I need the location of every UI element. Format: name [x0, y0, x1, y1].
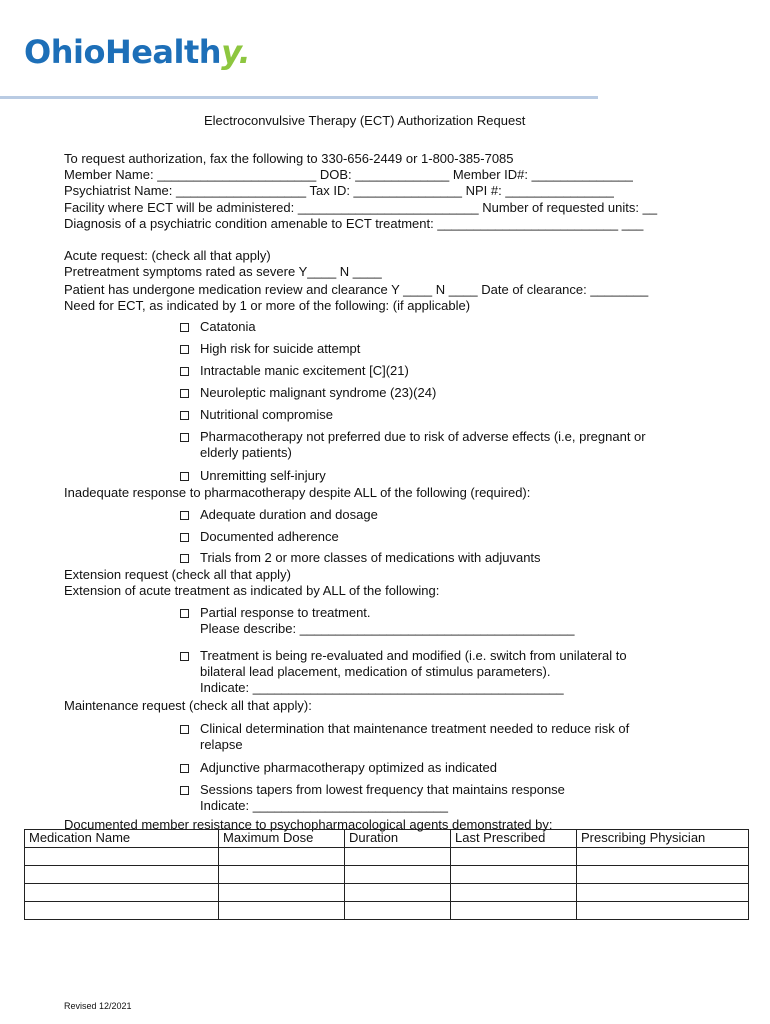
- checkbox-icon[interactable]: [180, 411, 189, 420]
- option-neuroleptic-syndrome[interactable]: Neuroleptic malignant syndrome (23)(24): [180, 385, 198, 401]
- option-catatonia[interactable]: Catatonia: [180, 319, 198, 335]
- table-cell[interactable]: [25, 866, 219, 884]
- option-session-tapers[interactable]: Sessions tapers from lowest frequency that maintains response Indicate: ___________________________: [180, 782, 198, 798]
- checkbox-icon[interactable]: [180, 511, 189, 520]
- table-row: [25, 866, 749, 884]
- table-cell[interactable]: [577, 866, 749, 884]
- medication-review-line[interactable]: Patient has undergone medication review and clearance Y ____ N ____ Date of clearance: ________: [64, 282, 649, 297]
- table-cell[interactable]: [451, 848, 577, 866]
- option-clinical-determination[interactable]: Clinical determination that maintenance treatment needed to reduce risk of relapse: [180, 721, 198, 737]
- diagnosis-line[interactable]: Diagnosis of a psychiatric condition amenable to ECT treatment: _________________________ ___: [64, 216, 644, 231]
- maintenance-heading: Maintenance request (check all that apply):: [64, 698, 312, 713]
- table-cell[interactable]: [25, 902, 219, 920]
- checkbox-icon[interactable]: [180, 323, 189, 332]
- checkbox-icon[interactable]: [180, 389, 189, 398]
- table-cell[interactable]: [577, 848, 749, 866]
- table-cell[interactable]: [451, 884, 577, 902]
- option-nutritional-compromise[interactable]: Nutritional compromise: [180, 407, 198, 423]
- col-last-prescribed: Last Prescribed: [451, 830, 577, 848]
- table-header-row: [25, 830, 749, 848]
- option-medication-trials[interactable]: Trials from 2 or more classes of medications with adjuvants: [180, 550, 198, 566]
- option-self-injury[interactable]: Unremitting self-injury: [180, 468, 198, 484]
- revision-footer: Revised 12/2021: [64, 1001, 132, 1011]
- option-manic-excitement[interactable]: Intractable manic excitement [C](21): [180, 363, 198, 379]
- checkbox-icon[interactable]: [180, 433, 189, 442]
- table-cell[interactable]: [25, 848, 219, 866]
- table-cell[interactable]: [345, 884, 451, 902]
- table-cell[interactable]: [345, 866, 451, 884]
- checkbox-icon[interactable]: [180, 472, 189, 481]
- table-cell[interactable]: [345, 902, 451, 920]
- col-prescribing-physician: Prescribing Physician: [577, 830, 749, 848]
- table-row: [25, 884, 749, 902]
- table-cell[interactable]: [577, 902, 749, 920]
- table-cell[interactable]: [345, 848, 451, 866]
- inadequate-response-heading: Inadequate response to pharmacotherapy despite ALL of the following (required):: [64, 485, 531, 500]
- checkbox-icon[interactable]: [180, 554, 189, 563]
- col-duration: Duration: [345, 830, 451, 848]
- col-medication-name: Medication Name: [25, 830, 219, 848]
- checkbox-icon[interactable]: [180, 533, 189, 542]
- option-pharmacotherapy-not-preferred[interactable]: Pharmacotherapy not preferred due to risk of adverse effects (i.e, pregnant or elderly patients): [180, 429, 198, 445]
- header-divider: [0, 96, 598, 99]
- checkbox-icon[interactable]: [180, 345, 189, 354]
- checkbox-icon[interactable]: [180, 652, 189, 661]
- table-row: [25, 902, 749, 920]
- psychiatrist-info-line[interactable]: Psychiatrist Name: __________________ Tax ID: _______________ NPI #: _______________: [64, 183, 614, 198]
- option-adequate-duration[interactable]: Adequate duration and dosage: [180, 507, 198, 523]
- checkbox-icon[interactable]: [180, 764, 189, 773]
- member-info-line[interactable]: Member Name: ______________________ DOB: _____________ Member ID#: ______________: [64, 167, 633, 182]
- table-cell[interactable]: [577, 884, 749, 902]
- medication-table: [24, 829, 749, 920]
- table-cell[interactable]: [451, 902, 577, 920]
- table-cell[interactable]: [219, 884, 345, 902]
- pretreatment-line[interactable]: Pretreatment symptoms rated as severe Y____ N ____: [64, 264, 382, 279]
- checkbox-icon[interactable]: [180, 786, 189, 795]
- option-treatment-reevaluated[interactable]: Treatment is being re-evaluated and modified (i.e. switch from unilateral to bilateral lead placement, medication of stimulus parameters). Indicate: ___________________________________________: [180, 648, 198, 664]
- acute-heading: Acute request: (check all that apply): [64, 248, 271, 263]
- table-cell[interactable]: [219, 848, 345, 866]
- fax-instructions: To request authorization, fax the following to 330-656-2449 or 1-800-385-7085: [64, 151, 514, 166]
- logo-tail-text: y.: [221, 33, 251, 71]
- form-title: Electroconvulsive Therapy (ECT) Authorization Request: [204, 113, 526, 128]
- extension-heading: Extension request (check all that apply): [64, 567, 291, 582]
- option-partial-response[interactable]: Partial response to treatment. Please describe: ______________________________________: [180, 605, 198, 621]
- checkbox-icon[interactable]: [180, 609, 189, 618]
- checkbox-icon[interactable]: [180, 725, 189, 734]
- logo-main-text: OhioHealth: [24, 33, 222, 71]
- extension-subheading: Extension of acute treatment as indicated by ALL of the following:: [64, 583, 440, 598]
- need-for-ect-line: Need for ECT, as indicated by 1 or more of the following: (if applicable): [64, 298, 471, 313]
- facility-line[interactable]: Facility where ECT will be administered: _________________________ Number of requested units: __: [64, 200, 658, 215]
- table-cell[interactable]: [25, 884, 219, 902]
- table-cell[interactable]: [219, 866, 345, 884]
- table-cell[interactable]: [219, 902, 345, 920]
- option-adjunctive-pharmacotherapy[interactable]: Adjunctive pharmacotherapy optimized as indicated: [180, 760, 198, 776]
- option-documented-adherence[interactable]: Documented adherence: [180, 529, 198, 545]
- checkbox-icon[interactable]: [180, 367, 189, 376]
- col-maximum-dose: Maximum Dose: [219, 830, 345, 848]
- ohiohealth-logo: [24, 32, 250, 72]
- option-suicide-risk[interactable]: High risk for suicide attempt: [180, 341, 198, 357]
- resistance-heading: Documented member resistance to psychopharmacological agents demonstrated by:: [64, 817, 553, 832]
- table-row: [25, 848, 749, 866]
- table-cell[interactable]: [451, 866, 577, 884]
